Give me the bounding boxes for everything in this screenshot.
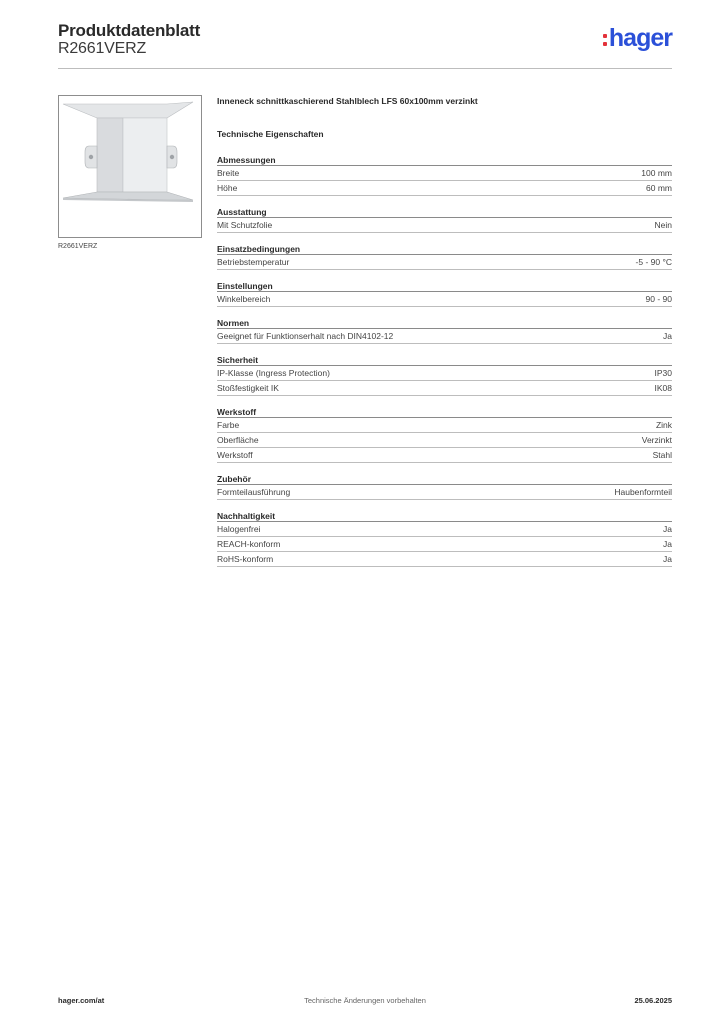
- specification-sections: [217, 154, 672, 567]
- section-heading: Einstellungen: [217, 280, 672, 292]
- spec-label: Halogenfrei: [217, 524, 261, 534]
- spec-value: Stahl: [652, 450, 672, 460]
- spec-row: [217, 329, 672, 344]
- product-image: [58, 95, 202, 238]
- spec-row: [217, 537, 672, 552]
- spec-label: Geeignet für Funktionserhalt nach DIN4102-12: [217, 331, 394, 341]
- product-description: Inneneck schnittkaschierend Stahlblech LFS 60x100mm verzinkt: [217, 96, 478, 106]
- spec-label: Formteilausführung: [217, 487, 291, 497]
- spec-label: Farbe: [217, 420, 240, 430]
- logo-dots-icon: [603, 34, 607, 46]
- spec-section: [217, 243, 672, 270]
- spec-section: [217, 154, 672, 196]
- logo-text: hager: [608, 24, 672, 52]
- spec-section: [217, 406, 672, 463]
- spec-label: IP-Klasse (Ingress Protection): [217, 368, 330, 378]
- spec-value: IK08: [654, 383, 672, 393]
- spec-value: -5 - 90 °C: [635, 257, 672, 267]
- spec-label: Stoßfestigkeit IK: [217, 383, 279, 393]
- spec-value: Ja: [663, 331, 672, 341]
- section-heading: Zubehör: [217, 473, 672, 485]
- spec-value: Ja: [663, 554, 672, 564]
- image-caption: R2661VERZ: [58, 243, 98, 250]
- footer-date: 25.06.2025: [634, 996, 672, 1005]
- spec-section: [217, 280, 672, 307]
- spec-value: Haubenformteil: [614, 487, 672, 497]
- spec-value: Nein: [654, 220, 672, 230]
- product-details: [217, 96, 672, 577]
- spec-value: 100 mm: [641, 168, 672, 178]
- spec-value: IP30: [654, 368, 672, 378]
- spec-value: Ja: [663, 524, 672, 534]
- spec-row: [217, 552, 672, 567]
- spec-value: 90 - 90: [645, 294, 672, 304]
- spec-row: [217, 448, 672, 463]
- section-heading: Werkstoff: [217, 406, 672, 418]
- spec-label: Winkelbereich: [217, 294, 271, 304]
- section-heading: Sicherheit: [217, 354, 672, 366]
- section-heading: Normen: [217, 317, 672, 329]
- spec-row: [217, 418, 672, 433]
- spec-section: [217, 510, 672, 567]
- spec-row: [217, 485, 672, 500]
- spec-row: [217, 522, 672, 537]
- spec-label: REACH-konform: [217, 539, 281, 549]
- spec-label: RoHS-konform: [217, 554, 274, 564]
- hager-logo: [603, 26, 672, 51]
- spec-value: 60 mm: [646, 183, 672, 193]
- spec-label: Höhe: [217, 183, 238, 193]
- spec-value: Zink: [655, 420, 672, 430]
- spec-row: [217, 366, 672, 381]
- section-heading: Einsatzbedingungen: [217, 243, 672, 255]
- spec-row: [217, 381, 672, 396]
- spec-label: Mit Schutzfolie: [217, 220, 273, 230]
- header-divider: [58, 68, 672, 69]
- article-number: R2661VERZ: [58, 40, 147, 57]
- spec-label: Oberfläche: [217, 435, 259, 445]
- section-heading: Ausstattung: [217, 206, 672, 218]
- spec-label: Betriebstemperatur: [217, 257, 290, 267]
- spec-value: Ja: [663, 539, 672, 549]
- spec-row: [217, 433, 672, 448]
- footer-notice: Technische Änderungen vorbehalten: [304, 996, 426, 1005]
- spec-label: Werkstoff: [217, 450, 253, 460]
- spec-value: Verzinkt: [641, 435, 672, 445]
- spec-row: [217, 218, 672, 233]
- section-heading: Nachhaltigkeit: [217, 510, 672, 522]
- document-title: Produktdatenblatt: [58, 21, 201, 40]
- spec-row: [217, 255, 672, 270]
- page-footer: [58, 996, 672, 1008]
- spec-label: Breite: [217, 168, 240, 178]
- section-heading: Abmessungen: [217, 154, 672, 166]
- spec-section: [217, 354, 672, 396]
- spec-row: [217, 292, 672, 307]
- spec-section: [217, 317, 672, 344]
- spec-row: [217, 166, 672, 181]
- page-header: [58, 20, 672, 70]
- spec-section: [217, 206, 672, 233]
- technical-properties-title: Technische Eigenschaften: [217, 129, 324, 139]
- inner-corner-product-icon: [59, 96, 201, 237]
- footer-website: hager.com/at: [58, 996, 105, 1005]
- spec-row: [217, 181, 672, 196]
- spec-section: [217, 473, 672, 500]
